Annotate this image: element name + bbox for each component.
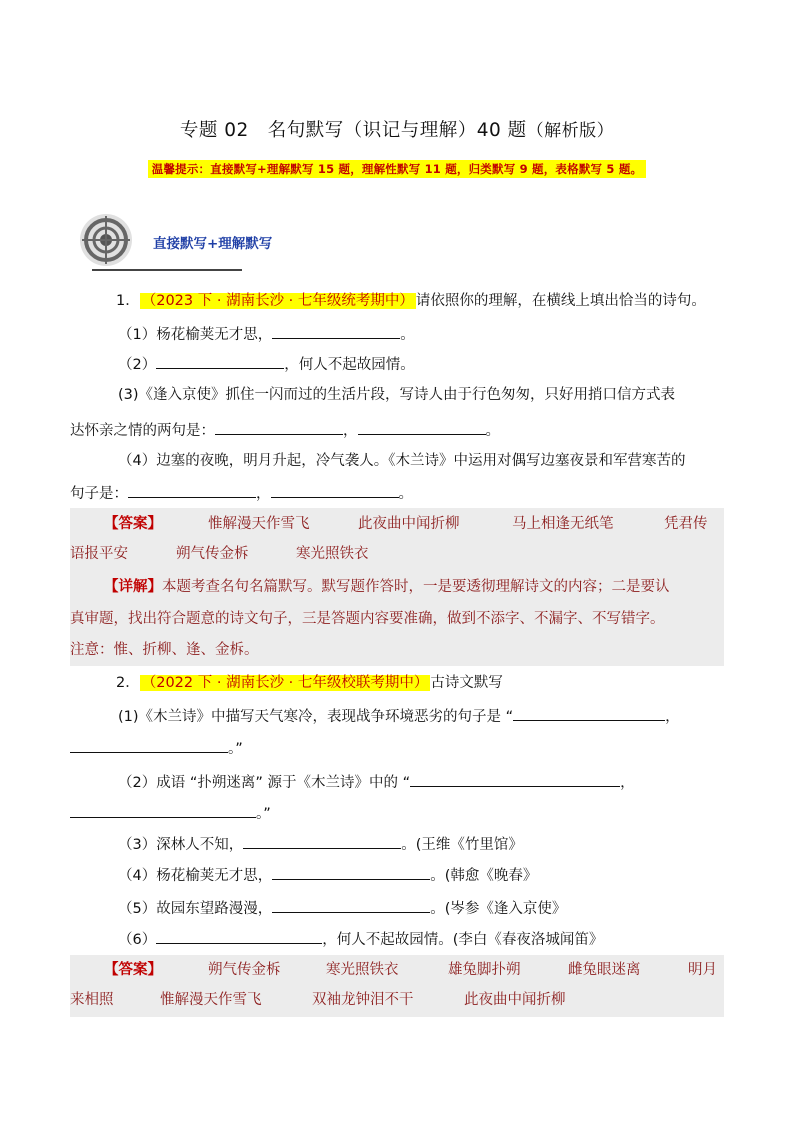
item-text: ， bbox=[343, 423, 358, 439]
q2-item-2-line-1 bbox=[118, 771, 728, 793]
answer-row-1 bbox=[104, 513, 724, 535]
target-icon bbox=[78, 212, 134, 268]
answer-item: 马上相逢无纸笔 bbox=[512, 516, 614, 532]
question-2-header bbox=[116, 672, 503, 694]
answer-item: 双袖龙钟泪不干 bbox=[312, 992, 414, 1008]
question-prompt: 古诗文默写 bbox=[430, 675, 503, 691]
answer-blank[interactable] bbox=[410, 771, 620, 787]
section-title: 直接默写+理解默写 bbox=[153, 236, 273, 252]
q2-item-6 bbox=[118, 928, 728, 950]
q1-answer-box bbox=[70, 508, 724, 666]
tip-banner: 温馨提示：直接默写+理解默写 15 题，理解性默写 11 题，归类默写 9 题，表格默写 5 题。 bbox=[148, 160, 646, 178]
page-title bbox=[0, 116, 794, 142]
q2-answer-box bbox=[70, 955, 724, 1017]
item-text: ， bbox=[665, 709, 680, 725]
detail-label: 【详解】 bbox=[104, 579, 162, 595]
answer-item: 此夜曲中闻折柳 bbox=[464, 992, 566, 1008]
q1-item-4-line-2 bbox=[70, 482, 680, 504]
answer-item: 寒光照铁衣 bbox=[296, 546, 369, 562]
item-text: 。 bbox=[400, 327, 415, 343]
answer-item: 雌兔眼迷离 bbox=[568, 962, 641, 978]
item-text: 达怀亲之情的两句是： bbox=[70, 423, 215, 439]
item-text: （2） bbox=[118, 357, 157, 373]
item-text: （3）深林人不知， bbox=[118, 837, 244, 853]
answer-label: 【答案】 bbox=[104, 516, 162, 532]
q1-item-3-line-2 bbox=[70, 419, 680, 441]
item-text: 。(韩愈《晚春》 bbox=[430, 868, 538, 884]
answer-item: 此夜曲中闻折柳 bbox=[358, 516, 460, 532]
q1-item-3-line-1: (3)《逢入京使》抓住一闪而过的生活片段，写诗人由于行色匆匆，只好用捎口信方式表 bbox=[118, 387, 676, 403]
item-text: （6） bbox=[118, 932, 157, 948]
question-number: 2． bbox=[116, 675, 140, 691]
answer-item: 凭君传 bbox=[664, 516, 708, 532]
item-text: ，何人不起故园情。 bbox=[284, 357, 415, 373]
answer-blank[interactable] bbox=[271, 482, 399, 498]
detail-row-3: 注意：惟、折柳、逢、金柝。 bbox=[70, 642, 259, 658]
q2-item-5 bbox=[118, 897, 728, 919]
question-source: （2023 下 · 湖南长沙 · 七年级统考期中） bbox=[141, 293, 414, 309]
answer-item: 语报平安 bbox=[70, 546, 128, 562]
q2-item-4 bbox=[118, 864, 728, 886]
q2-item-1-line-2 bbox=[70, 737, 680, 759]
answer-item: 明月 bbox=[688, 962, 717, 978]
item-text: ， bbox=[620, 775, 635, 791]
answer-blank[interactable] bbox=[272, 897, 430, 913]
question-source: （2022 下 · 湖南长沙 · 七年级校联考期中） bbox=[141, 675, 429, 691]
question-number: 1． bbox=[116, 293, 140, 309]
answer-blank[interactable] bbox=[156, 353, 284, 369]
item-text: 。(王维《竹里馆》 bbox=[401, 837, 523, 853]
item-text: 。” bbox=[256, 806, 271, 822]
question-1-header bbox=[116, 290, 706, 312]
answer-item: 来相照 bbox=[70, 992, 114, 1008]
answer-blank[interactable] bbox=[156, 928, 322, 944]
item-text: （4）杨花榆荚无才思， bbox=[118, 868, 273, 884]
q1-item-1 bbox=[118, 323, 728, 345]
answer-blank[interactable] bbox=[128, 482, 256, 498]
q2-item-2-line-2 bbox=[70, 802, 680, 824]
answer-row-2 bbox=[70, 989, 724, 1011]
answer-blank[interactable] bbox=[243, 833, 401, 849]
answer-item: 朔气传金柝 bbox=[208, 962, 281, 978]
q2-item-3 bbox=[118, 833, 728, 855]
item-text: （2）成语 “扑朔迷离” 源于《木兰诗》中的 “ bbox=[118, 775, 411, 791]
answer-row-2 bbox=[70, 543, 724, 565]
item-text: 。 bbox=[398, 486, 413, 502]
item-text: 。(岑参《逢入京使》 bbox=[430, 901, 567, 917]
detail-text: 本题考查名句名篇默写。默写题作答时，一是要透彻理解诗文的内容；二是要认 bbox=[162, 579, 670, 595]
item-text: （5）故园东望路漫漫， bbox=[118, 901, 273, 917]
answer-item: 朔气传金柝 bbox=[176, 546, 249, 562]
answer-label: 【答案】 bbox=[104, 962, 162, 978]
detail-row-2: 真审题，找出符合题意的诗文句子，三是答题内容要准确，做到不添字、不漏字、不写错字。 bbox=[70, 611, 665, 627]
answer-blank[interactable] bbox=[215, 419, 343, 435]
item-text: (1)《木兰诗》中描写天气寒冷，表现战争环境恶劣的句子是 “ bbox=[118, 709, 514, 725]
answer-item: 惟解漫天作雪飞 bbox=[160, 992, 262, 1008]
q1-item-4-line-1: （4）边塞的夜晚，明月升起，冷气袭人。《木兰诗》中运用对偶写边塞夜景和军营寒苦的 bbox=[118, 453, 686, 469]
q1-item-2 bbox=[118, 353, 728, 375]
item-text: 。 bbox=[485, 423, 500, 439]
item-text: 。” bbox=[228, 741, 243, 757]
q2-item-1-line-1 bbox=[118, 705, 728, 727]
answer-item: 惟解漫天作雪飞 bbox=[208, 516, 310, 532]
title-sub: （解析版） bbox=[526, 121, 615, 141]
answer-blank[interactable] bbox=[513, 705, 665, 721]
answer-blank[interactable] bbox=[358, 419, 486, 435]
item-text: 句子是： bbox=[70, 486, 128, 502]
answer-blank[interactable] bbox=[70, 802, 256, 818]
answer-blank[interactable] bbox=[70, 737, 228, 753]
answer-blank[interactable] bbox=[272, 864, 430, 880]
detail-row-1 bbox=[104, 576, 670, 598]
item-text: ，何人不起故园情。(李白《春夜洛城闻笛》 bbox=[322, 932, 604, 948]
answer-row-1 bbox=[104, 959, 724, 981]
question-prompt: 请依照你的理解，在横线上填出恰当的诗句。 bbox=[415, 293, 706, 309]
item-text: ， bbox=[256, 486, 271, 502]
answer-item: 寒光照铁衣 bbox=[326, 962, 399, 978]
tip-wrap bbox=[0, 160, 794, 178]
title-main: 专题 02 名句默写（识记与理解）40 题 bbox=[179, 120, 527, 141]
section-divider bbox=[92, 269, 242, 271]
answer-item: 雄兔脚扑朔 bbox=[448, 962, 521, 978]
item-text: （1）杨花榆荚无才思， bbox=[118, 327, 273, 343]
answer-blank[interactable] bbox=[272, 323, 400, 339]
